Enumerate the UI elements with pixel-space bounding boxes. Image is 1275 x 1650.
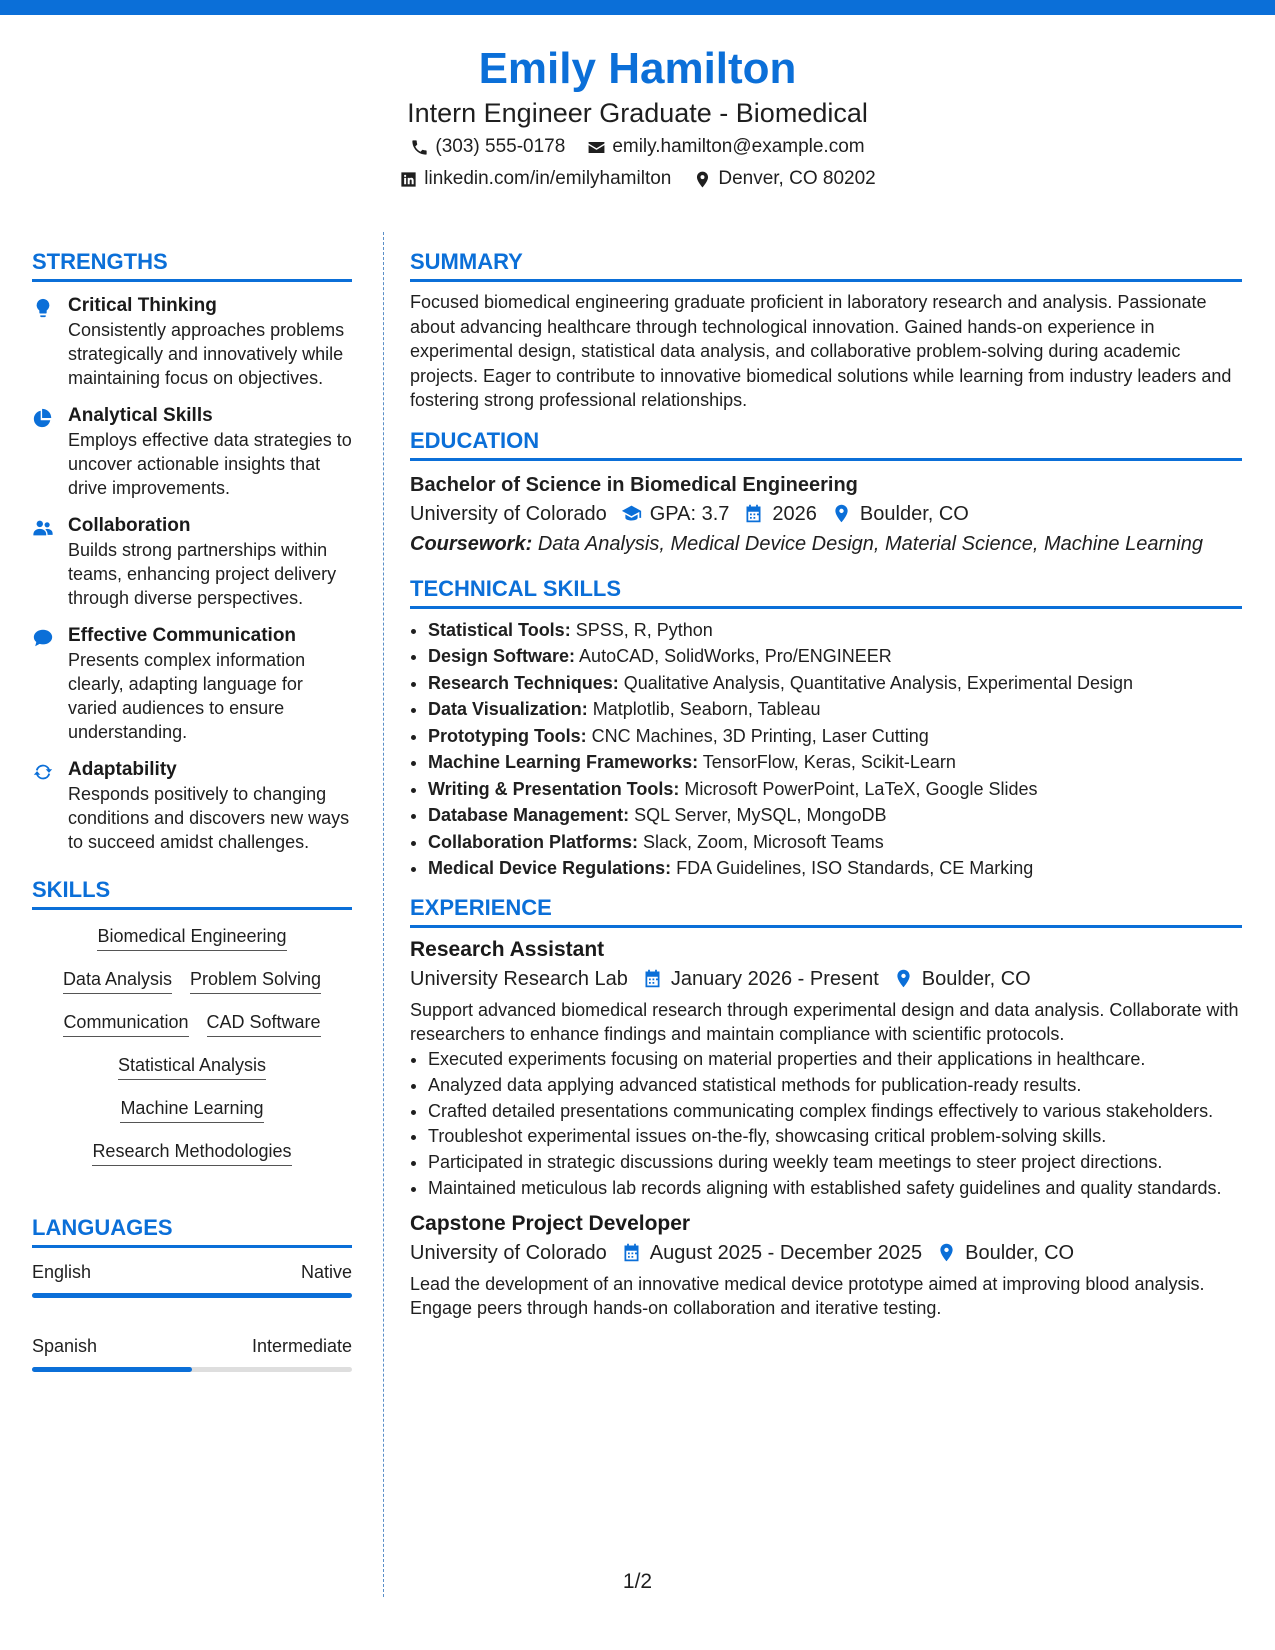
- coursework-label: Coursework:: [410, 532, 533, 555]
- phone-text: (303) 555-0178: [435, 136, 566, 157]
- job-entry: [410, 1210, 1242, 1320]
- top-accent-bar: [0, 0, 1275, 15]
- job-dates: [642, 964, 879, 994]
- coursework-list: Data Analysis, Medical Device Design, Material Science, Machine Learning: [537, 532, 1203, 555]
- lightbulb-icon: [32, 297, 54, 319]
- tech-skill-label: Research Techniques:: [428, 672, 619, 693]
- strength-desc: Consistently approaches problems strategically and innovatively while maintaining focus on objectives.: [68, 320, 345, 388]
- education-degree: Bachelor of Science in Biomedical Engineering: [410, 473, 858, 496]
- envelope-icon: [587, 138, 606, 157]
- coursework: [410, 529, 1242, 559]
- school-name: University of Colorado: [410, 502, 607, 525]
- job-title: Capstone Project Developer: [410, 1211, 691, 1235]
- users-icon: [32, 517, 54, 539]
- org-name: University of Colorado: [410, 1241, 607, 1264]
- tech-skill-value: Qualitative Analysis, Quantitative Analysis, Experimental Design: [623, 672, 1133, 693]
- calendar-icon: [642, 968, 663, 989]
- strength-item: [32, 514, 352, 610]
- job-dates: [621, 1238, 922, 1268]
- calendar-icon: [621, 1242, 642, 1263]
- tech-skill-label: Statistical Tools:: [428, 619, 571, 640]
- strength-title: Analytical Skills: [68, 405, 213, 426]
- email-text: emily.hamilton@example.com: [612, 136, 865, 157]
- linkedin-icon: [399, 170, 418, 189]
- strength-title: Critical Thinking: [68, 295, 217, 316]
- language-name: English: [32, 1262, 92, 1282]
- tech-skill-value: Microsoft PowerPoint, LaTeX, Google Slides: [684, 778, 1038, 799]
- education-gpa: [621, 499, 730, 529]
- job-bullet: • Participated in strategic discussions during weekly team meetings to steer project directions.: [428, 1149, 1242, 1176]
- skill-tag: CAD Software: [207, 1010, 321, 1037]
- language-item: [32, 1334, 352, 1372]
- org-name: University Research Lab: [410, 967, 628, 990]
- column-divider: [383, 232, 384, 1597]
- email-contact[interactable]: [587, 132, 864, 162]
- job-bullet: • Crafted detailed presentations communicating complex findings effectively to various stakeholders.: [428, 1099, 1242, 1123]
- tech-skill-item: [428, 802, 1242, 829]
- contact-row-2: [0, 164, 1275, 194]
- language-level: Native: [300, 1262, 352, 1282]
- tech-skill-value: SPSS, R, Python: [575, 619, 713, 640]
- language-name: Spanish: [32, 1336, 98, 1356]
- strength-title: Adaptability: [68, 759, 177, 780]
- tech-skill-item: [428, 776, 1242, 803]
- strength-desc: Responds positively to changing conditions and discovers new ways to succeed amidst challenges.: [68, 784, 350, 852]
- map-pin-icon: [831, 503, 852, 524]
- job-org: [410, 964, 628, 994]
- location-text: Boulder, CO: [965, 1241, 1075, 1264]
- job-bullet: • Troubleshot experimental issues on-the-fly, showcasing critical problem-solving skills.: [428, 1123, 1242, 1150]
- skills-heading: SKILLS: [32, 876, 352, 910]
- strength-title: Collaboration: [68, 515, 191, 536]
- resume-header: [0, 42, 1275, 194]
- education-location: [831, 499, 969, 529]
- job-bullet: • Maintained meticulous lab records aligning with established safety guidelines and quality standards.: [428, 1176, 1242, 1200]
- language-item: [32, 1260, 352, 1298]
- job-org: [410, 1238, 607, 1268]
- skill-tag: Statistical Analysis: [118, 1053, 266, 1080]
- languages-heading: LANGUAGES: [32, 1214, 352, 1248]
- tech-skill-label: Machine Learning Frameworks:: [428, 752, 699, 772]
- chat-bubble-icon: [32, 627, 54, 649]
- technical-skills-list: [410, 617, 1242, 882]
- strengths-heading: STRENGTHS: [32, 248, 352, 282]
- right-column: [410, 248, 1242, 1320]
- job-description: Support advanced biomedical research through experimental design and data analysis. Collaborate with researchers to enhance findings and maintain compliance with scientific protocols.: [410, 999, 1239, 1044]
- education-school: [410, 499, 607, 529]
- candidate-name: Emily Hamilton: [478, 44, 797, 93]
- language-proficiency-fill: [32, 1293, 352, 1298]
- job-bullets: [410, 1046, 1242, 1200]
- tech-skill-value: SQL Server, MySQL, MongoDB: [634, 805, 887, 825]
- tech-skill-value: AutoCAD, SolidWorks, Pro/ENGINEER: [579, 646, 892, 666]
- tech-skill-item: [428, 829, 1242, 856]
- job-location: [936, 1238, 1074, 1268]
- tech-skill-label: Database Management:: [428, 805, 630, 825]
- skill-tag: Research Methodologies: [92, 1139, 291, 1166]
- location-text: Boulder, CO: [921, 967, 1031, 990]
- summary-heading: SUMMARY: [410, 248, 1242, 282]
- tech-skill-item: [428, 643, 1242, 670]
- year-text: 2026: [772, 502, 817, 525]
- strength-desc: Presents complex information clearly, adapting language for varied audiences to ensure understanding.: [68, 650, 306, 742]
- tech-skill-value: FDA Guidelines, ISO Standards, CE Marking: [676, 858, 1034, 878]
- experience-heading: EXPERIENCE: [410, 894, 1242, 928]
- job-meta: [410, 1238, 1242, 1268]
- job-location: [893, 964, 1031, 994]
- tech-skill-item: [428, 723, 1242, 750]
- map-pin-icon: [893, 968, 914, 989]
- contact-row-1: [0, 132, 1275, 162]
- dates-text: January 2026 - Present: [670, 967, 879, 990]
- left-column: [32, 248, 352, 1408]
- linkedin-contact[interactable]: [399, 164, 671, 194]
- calendar-icon: [743, 503, 764, 524]
- language-proficiency-bar: [32, 1367, 352, 1372]
- map-pin-icon: [936, 1242, 957, 1263]
- job-entry: [410, 936, 1242, 1200]
- tech-skill-value: TensorFlow, Keras, Scikit-Learn: [702, 752, 956, 772]
- tech-skill-label: Writing & Presentation Tools:: [428, 778, 680, 799]
- strength-desc: Builds strong partnerships within teams, enhancing project delivery through diverse perspectives.: [68, 540, 337, 608]
- tech-skill-item: [428, 617, 1242, 644]
- graduation-cap-icon: [621, 503, 642, 524]
- tech-skill-item: [428, 696, 1242, 723]
- skills-list: [32, 922, 352, 1174]
- phone-contact[interactable]: [410, 132, 565, 162]
- candidate-title: Intern Engineer Graduate - Biomedical: [407, 98, 868, 128]
- job-title: Research Assistant: [410, 937, 605, 961]
- skill-tag: Machine Learning: [120, 1096, 263, 1123]
- skill-tag: Biomedical Engineering: [97, 924, 286, 951]
- summary-text: Focused biomedical engineering graduate proficient in laboratory research and analysis. Passionate about advancing healthcare through technological innovation. Gained hands-on experience in experimental design, statistical data analysis, and collaborative problem-solving during academic projects. Eager to contribute to innovative biomedical solutions while learning from industry leaders and fostering strong professional relationships.: [410, 292, 1232, 410]
- job-bullet: • Executed experiments focusing on material properties and their applications in healthcare.: [428, 1046, 1242, 1073]
- location-text: Denver, CO 80202: [718, 168, 876, 189]
- location-contact: [693, 164, 875, 194]
- job-bullet: • Analyzed data applying advanced statistical methods for publication-ready results.: [428, 1072, 1242, 1099]
- map-pin-icon: [693, 170, 712, 189]
- technical-skills-heading: TECHNICAL SKILLS: [410, 575, 1242, 609]
- page-number: 1/2: [622, 1570, 653, 1593]
- strength-desc: Employs effective data strategies to uncover actionable insights that drive improvements.: [68, 430, 352, 498]
- phone-icon: [410, 138, 429, 157]
- strength-item: [32, 294, 352, 390]
- strength-item: [32, 758, 352, 854]
- job-description: Lead the development of an innovative medical device prototype aimed at improving blood analysis. Engage peers through hands-on collaboration and iterative testing.: [410, 1273, 1205, 1318]
- tech-skill-label: Medical Device Regulations:: [428, 858, 672, 878]
- dates-text: August 2025 - December 2025: [649, 1241, 923, 1264]
- strength-item: [32, 624, 352, 744]
- gpa-text: GPA: 3.7: [649, 502, 730, 525]
- tech-skill-item: [428, 670, 1242, 697]
- tech-skill-value: Slack, Zoom, Microsoft Teams: [643, 831, 884, 852]
- tech-skill-label: Design Software:: [428, 646, 576, 666]
- tech-skill-item: [428, 749, 1242, 776]
- job-meta: [410, 964, 1242, 994]
- tech-skill-label: Data Visualization:: [428, 699, 588, 719]
- skill-tag: Communication: [63, 1010, 188, 1037]
- sync-icon: [32, 761, 54, 783]
- language-proficiency-fill: [32, 1367, 192, 1372]
- education-meta: [410, 499, 1242, 529]
- tech-skill-value: CNC Machines, 3D Printing, Laser Cutting: [591, 725, 929, 746]
- language-level: Intermediate: [251, 1336, 352, 1356]
- tech-skill-label: Collaboration Platforms:: [428, 831, 639, 852]
- education-heading: EDUCATION: [410, 427, 1242, 461]
- pie-chart-icon: [32, 407, 54, 429]
- location-text: Boulder, CO: [859, 502, 969, 525]
- tech-skill-item: [428, 855, 1242, 882]
- skill-tag: Data Analysis: [63, 967, 172, 994]
- education-year: [743, 499, 817, 529]
- strength-item: [32, 404, 352, 500]
- language-proficiency-bar: [32, 1293, 352, 1298]
- linkedin-text: linkedin.com/in/emilyhamilton: [424, 168, 672, 189]
- tech-skill-value: Matplotlib, Seaborn, Tableau: [592, 699, 821, 719]
- strength-title: Effective Communication: [68, 625, 297, 646]
- tech-skill-label: Prototyping Tools:: [428, 725, 587, 746]
- skill-tag: Problem Solving: [190, 967, 321, 994]
